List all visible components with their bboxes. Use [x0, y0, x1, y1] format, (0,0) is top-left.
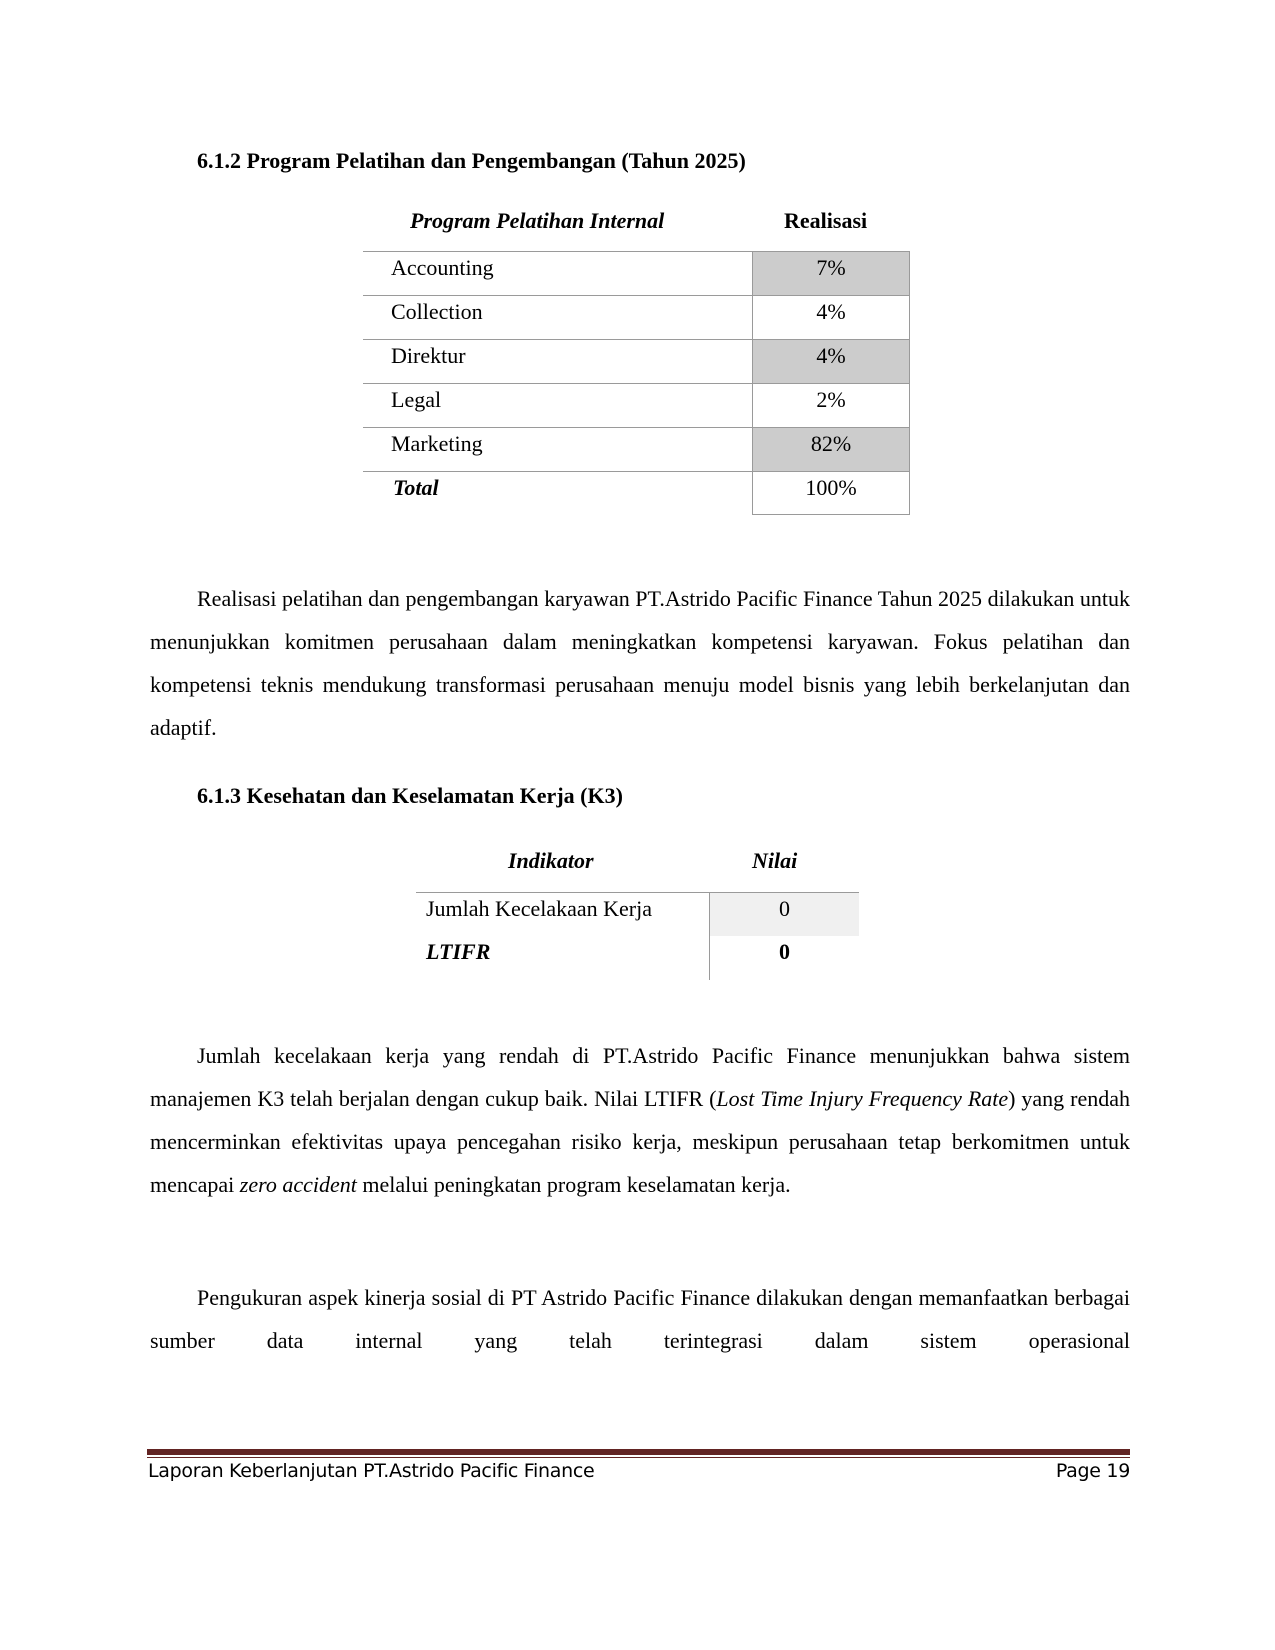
text-run: Jumlah kecelakaan kerja yang rendah di PT.Astrido Pacific Finance menunjukkan bahwa sistem manajemen K3 telah berjalan dengan cukup baik. Nilai LTIFR (	[150, 1043, 1130, 1111]
row-value: 0	[709, 936, 859, 980]
page-number: Page 19	[1055, 1460, 1130, 1482]
table-row	[363, 295, 910, 339]
k3-table-header-indikator: Indikator	[508, 848, 594, 873]
training-paragraph: Realisasi pelatihan dan pengembangan karyawan PT.Astrido Pacific Finance Tahun 2025 dilakukan untuk menunjukkan komitmen perusahaan dalam meningkatkan kompetensi karyawan. Fokus pelatihan dan kompetensi teknis mendukung transformasi perusahaan menuju model bisnis yang lebih berkelanjutan dan adaptif.	[150, 586, 1130, 740]
k3-table	[416, 892, 859, 980]
row-label: Direktur	[391, 343, 466, 368]
section-612-heading: 6.1.2 Program Pelatihan dan Pengembangan (Tahun 2025)	[197, 148, 746, 173]
table-total-row	[363, 471, 910, 515]
italic-term: Lost Time Injury Frequency Rate	[716, 1086, 1009, 1111]
table-row	[363, 251, 910, 295]
footer-rule	[147, 1449, 1130, 1455]
k3-table-header-nilai: Nilai	[752, 848, 798, 873]
section-613-heading: 6.1.3 Kesehatan dan Keselamatan Kerja (K3)	[197, 783, 623, 808]
total-label: Total	[393, 475, 439, 500]
row-label: Jumlah Kecelakaan Kerja	[426, 896, 652, 921]
table-row	[416, 892, 859, 936]
text-run: melalui peningkatan program keselamatan kerja.	[356, 1172, 791, 1197]
italic-term: zero accident	[239, 1172, 357, 1197]
table-row	[363, 339, 910, 383]
table-row	[363, 383, 910, 427]
row-label: Marketing	[391, 431, 483, 456]
row-label: Legal	[391, 387, 442, 412]
row-value: 2%	[752, 384, 910, 427]
row-label: Accounting	[391, 255, 494, 280]
row-label: Collection	[391, 299, 483, 324]
k3-paragraph	[150, 1034, 1130, 1206]
training-table-header-program: Program Pelatihan Internal	[410, 208, 665, 233]
row-value: 82%	[752, 428, 910, 471]
footer-title: Laporan Keberlanjutan PT.Astrido Pacific Finance	[148, 1460, 595, 1482]
row-label: LTIFR	[426, 939, 491, 964]
total-value: 100%	[752, 472, 910, 515]
measurement-paragraph: Pengukuran aspek kinerja sosial di PT Astrido Pacific Finance dilakukan dengan memanfaatkan berbagai sumber data internal yang telah terintegrasi dalam sistem operasional	[150, 1285, 1130, 1353]
row-value: 4%	[752, 296, 910, 339]
row-value: 7%	[752, 252, 910, 295]
footer-rule-thin	[147, 1457, 1130, 1458]
table-row	[363, 427, 910, 471]
text-run: ) yang rendah mencerminkan efektivitas upaya pencegahan risiko kerja, meskipun perusahaan tetap berkomitmen untuk mencapai	[150, 1086, 1130, 1197]
training-table-header-realisasi: Realisasi	[784, 208, 868, 233]
training-table	[363, 251, 910, 515]
table-row	[416, 936, 859, 980]
row-value: 4%	[752, 340, 910, 383]
row-value: 0	[709, 893, 859, 936]
